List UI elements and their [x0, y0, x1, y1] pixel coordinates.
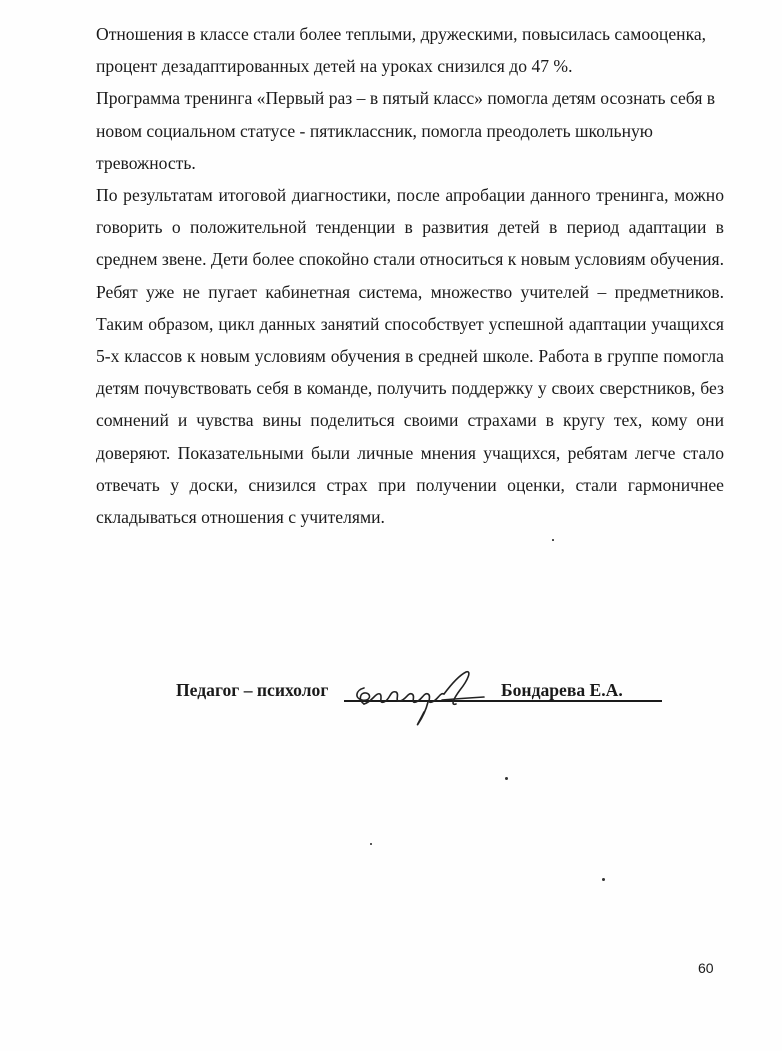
paragraph-relations: Отношения в классе стали более теплыми, дружескими, повысилась самооценка, процент дезадаптированных детей на уроках снизился до 47 %. [96, 24, 707, 77]
signatory-role: Педагог – психолог [176, 680, 329, 700]
paragraph-training-program: Программа тренинга «Первый раз – в пятый класс» помогла детям осознать себя в новом социальном статусе - пятиклассник, помогла преодолеть школьную тревожность. [96, 88, 716, 173]
page-number: 60 [698, 960, 714, 976]
scan-speck [505, 777, 508, 780]
scan-speck [370, 843, 372, 845]
signatory-name: Бондарева Е.А. [501, 680, 623, 700]
scan-speck [602, 878, 605, 881]
paragraph-diagnostics-results: По результатам итоговой диагностики, после апробации данного тренинга, можно говорить о положительной тенденции в развития детей в период адаптации в среднем звене. Дети более спокойно стали относиться к новым условиям обучения. Ребят уже не пугает кабинетная система, множество учителей – предметников. Таким образом, цикл данных занятий способствует успешной адаптации учащихся 5-х классов к новым условиям обучения в средней школе. Работа в группе помогла детям почувствовать себя в команде, получить поддержку у своих сверстников, без сомнений и чувства вины поделиться своими страхами в кругу тех, кому они доверяют. Показательными были личные мнения учащихся, ребятам легче стало отвечать у доски, снизился страх при получении оценки, стали гармоничнее складываться отношения с учителями. [96, 185, 724, 528]
scan-speck [552, 539, 554, 541]
body-text [96, 18, 724, 533]
handwritten-signature-icon [350, 666, 490, 728]
